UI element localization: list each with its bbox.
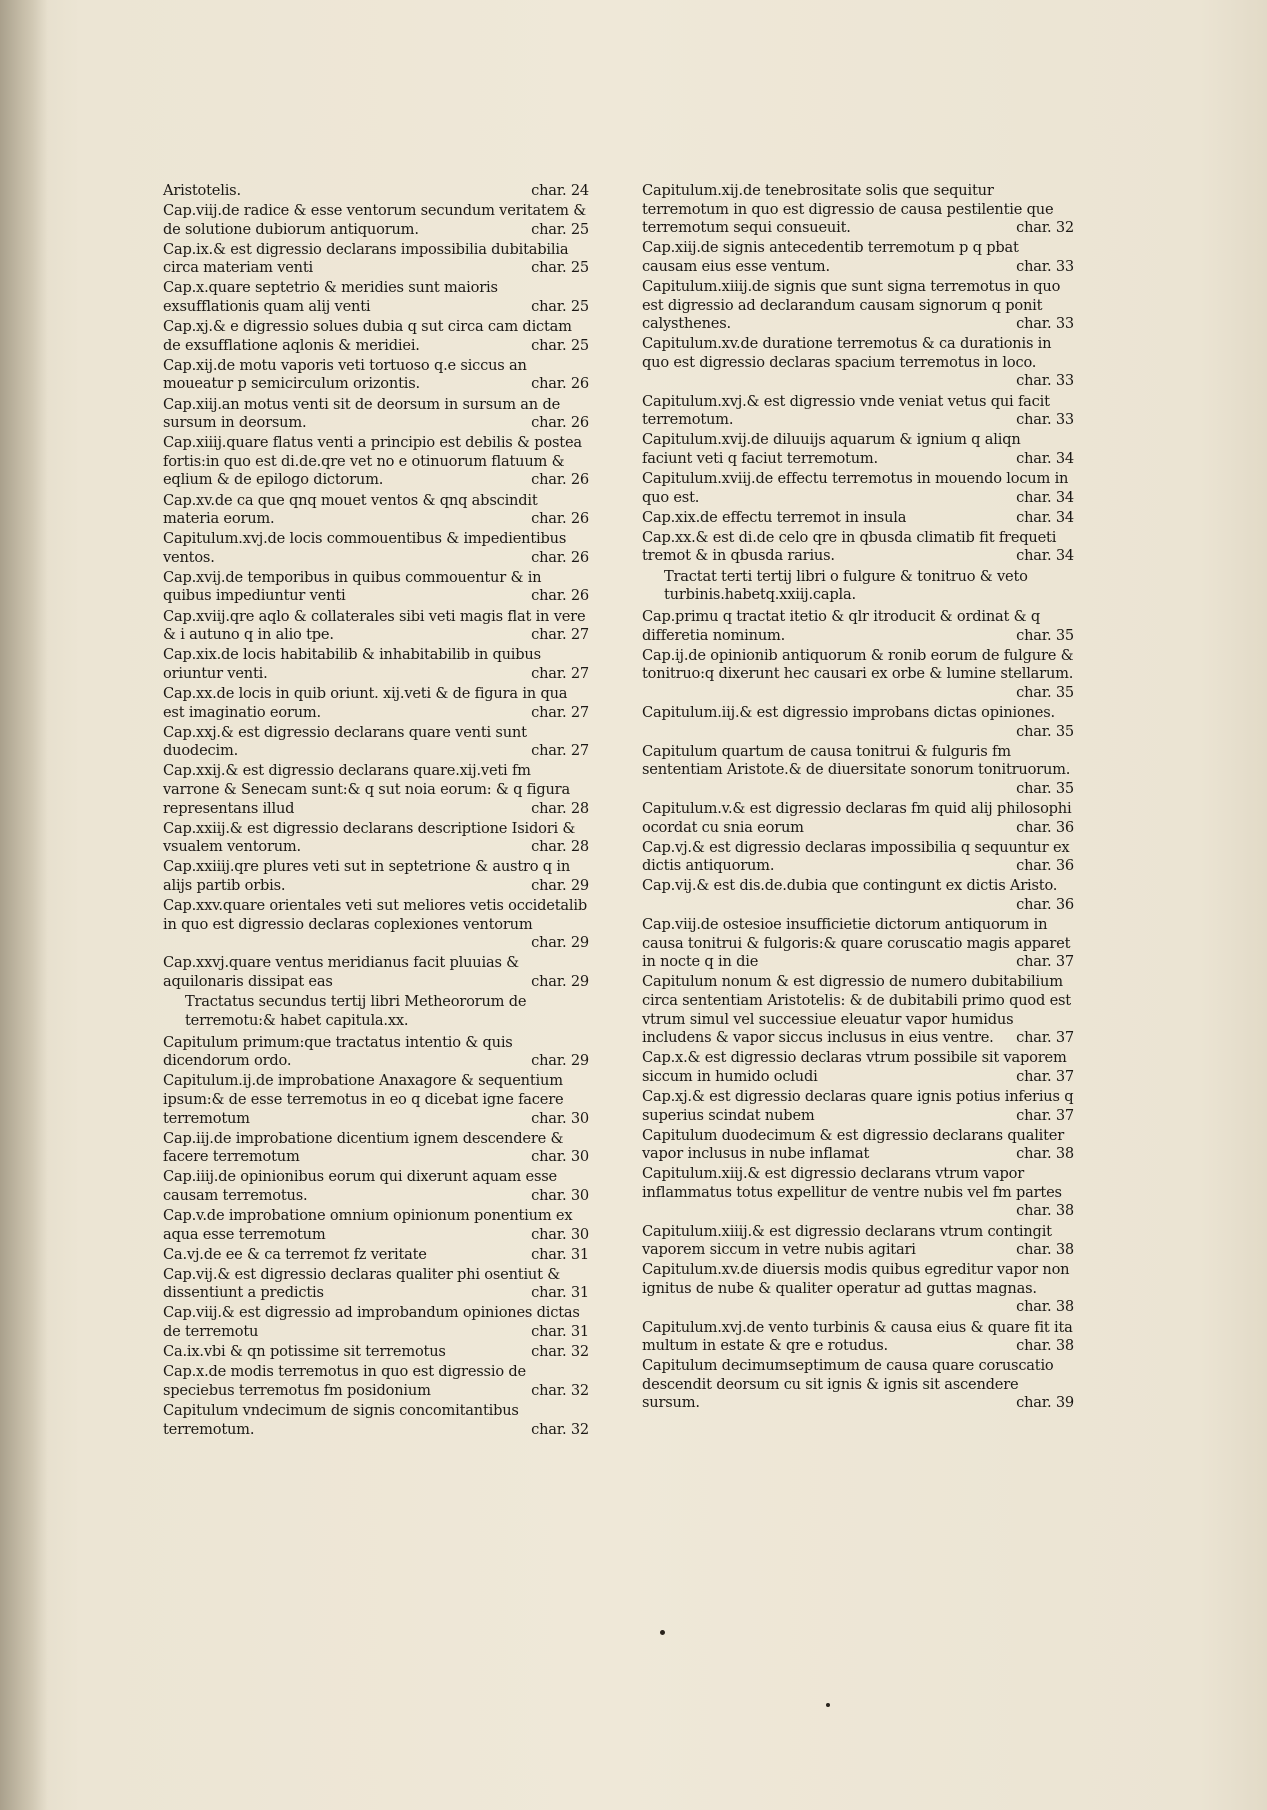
toc-entry-page-ref: char. 38 <box>1016 1145 1074 1163</box>
toc-entry-page-ref: char. 37 <box>1016 1067 1074 1085</box>
toc-entry-text: Cap.vij.& est digressio declaras qualiter phi osentiut & dissentiunt a predictis <box>163 1265 561 1302</box>
toc-entry-page-ref: char. 27 <box>531 626 589 644</box>
toc-entry-text: Capitulum.xiij.& est digressio declarans vtrum vapor inflammatus totus expellitur de ventre nubis vel fm partes <box>642 1165 1062 1201</box>
toc-entry-text: Cap.xvij.de temporibus in quibus commouentur & in quibus impediuntur venti <box>163 568 542 605</box>
toc-entry-text: Cap.vj.& est digressio declaras impossibilia q sequuntur ex dictis antiquorum. <box>642 838 1070 875</box>
toc-entry-text: Cap.v.de improbatione omnium opinionum ponentium ex aqua esse terremotum <box>163 1206 573 1243</box>
toc-entry <box>163 1034 589 1071</box>
toc-entry-page-ref: char. 32 <box>531 1420 589 1438</box>
toc-entry <box>642 973 1074 1047</box>
toc-entry-page-ref: char. 30 <box>531 1186 589 1204</box>
toc-entry-page-ref: char. 33 <box>1016 411 1074 429</box>
toc-entry-page-ref: char. 26 <box>531 548 589 566</box>
toc-entry-text: Capitulum decimumseptimum de causa quare coruscatio descendit deorsum cu sit ignis & ignis sit ascendere sursum. <box>642 1357 1054 1412</box>
toc-entry-page-ref: char. 31 <box>531 1284 589 1302</box>
toc-entry-text: Cap.xviij.qre aqlo & collaterales sibi veti magis flat in vere & i autuno q in alio tpe. <box>163 607 586 644</box>
toc-entry <box>163 954 589 991</box>
toc-entry-page-ref: char. 36 <box>1016 818 1074 836</box>
toc-entry <box>642 647 1074 703</box>
toc-entry-page-ref: char. 27 <box>531 703 589 721</box>
toc-entry <box>642 1223 1074 1260</box>
toc-entry <box>163 820 589 857</box>
toc-entry <box>163 279 589 316</box>
toc-entry <box>163 858 589 895</box>
toc-entry-page-ref: char. 38 <box>1016 1298 1074 1316</box>
toc-entry <box>163 1363 589 1400</box>
toc-entry-page-ref: char. 26 <box>531 510 589 528</box>
toc-entry-page-ref: char. 34 <box>1016 488 1074 506</box>
toc-entry <box>163 1168 589 1205</box>
toc-entry-page-ref: char. 33 <box>1016 372 1074 390</box>
toc-entry <box>163 530 589 567</box>
toc-entry <box>163 762 589 818</box>
toc-entry <box>642 1127 1074 1164</box>
toc-entry-text: Cap.xxj.& est digressio declarans quare venti sunt duodecim. <box>163 723 527 760</box>
toc-entry-page-ref: char. 30 <box>531 1148 589 1166</box>
toc-entry-page-ref: char. 29 <box>531 972 589 990</box>
toc-entry-text: Capitulum.xvj.de locis commouentibus & impedientibus ventos. <box>163 530 567 566</box>
toc-entry <box>163 434 589 490</box>
toc-entry <box>642 800 1074 837</box>
toc-entry-page-ref: char. 32 <box>1016 219 1074 237</box>
toc-entry <box>642 704 1074 741</box>
toc-entry-text: Cap.ij.de opinionib antiquorum & ronib eorum de fulgure & tonitruo:q dixerunt hec causari ex orbe & lumine stellarum. <box>642 646 1074 683</box>
toc-entry-text: Cap.viij.de ostesioe insufficietie dictorum antiquorum in causa tonitrui & fulgoris:& quare coruscatio magis apparet in nocte q in die <box>642 916 1071 971</box>
toc-entry <box>642 877 1074 914</box>
toc-entry-text: Cap.xv.de ca que qnq mouet ventos & qnq abscindit materia eorum. <box>163 491 538 528</box>
toc-entry-page-ref: char. 34 <box>1016 547 1074 565</box>
toc-entry <box>642 1088 1074 1125</box>
toc-entry-text: Capitulum.xiiij.de signis que sunt signa terremotus in quo est digressio ad declarandum causam signorum q ponit calysthenes. <box>642 277 1061 333</box>
ink-speck <box>660 1630 665 1635</box>
toc-entry-page-ref: char. 35 <box>1016 779 1074 797</box>
toc-entry <box>163 646 589 683</box>
toc-entry <box>642 743 1074 799</box>
toc-entry <box>642 1049 1074 1086</box>
toc-entry-text: Cap.xxiiij.qre plures veti sut in septetrione & austro q in alijs partib orbis. <box>163 858 571 894</box>
toc-entry <box>642 182 1074 238</box>
toc-entry-page-ref: char. 34 <box>1016 449 1074 467</box>
toc-entry-text: Capitulum nonum & est digressio de numero dubitabilium circa sententiam Aristotelis: & de dubitabili primo quod est vtrum simul vel successiue eleuatur vapor humidus includens & vapor siccus inclusus in eius ventre. <box>642 973 1071 1047</box>
toc-entry <box>163 569 589 606</box>
tractatus-heading: Tractatus secundus tertij libri Metheororum de terremotu:& habet capitula.xx. <box>185 993 527 1030</box>
toc-entry-text: Cap.xj.& e digressio solues dubia q sut circa cam dictam de exsufflatione aqlonis & meridiei. <box>163 318 572 354</box>
toc-entry-page-ref: char. 25 <box>531 220 589 238</box>
toc-entry-text: Cap.xx.& est di.de celo qre in qbusda climatib fit frequeti tremot & in qbusda rarius. <box>642 528 1057 565</box>
toc-entry-text: Capitulum.xvj.de vento turbinis & causa eius & quare fit ita multum in estate & qre e rotudus. <box>642 1318 1073 1355</box>
toc-entry-text: Cap.xij.de motu vaporis veti tortuoso q.e siccus an moueatur p semicirculum orizontis. <box>163 356 527 393</box>
ink-speck <box>826 1703 830 1707</box>
toc-entry-page-ref: char. 28 <box>531 838 589 856</box>
toc-entry-text: Cap.xix.de effectu terremot in insula <box>642 508 907 526</box>
toc-entry <box>163 1343 589 1362</box>
toc-entry <box>163 608 589 645</box>
toc-entry-page-ref: char. 25 <box>531 298 589 316</box>
toc-entry-page-ref: char. 31 <box>531 1245 589 1263</box>
toc-entry-text: Cap.iij.de improbatione dicentium ignem descendere & facere terremotum <box>163 1129 564 1166</box>
toc-entry-text: Cap.xxv.quare orientales veti sut meliores vetis occidetalib in quo est digressio declaras coplexiones ventorum <box>163 896 587 933</box>
toc-entry <box>642 1319 1074 1356</box>
toc-entry <box>642 393 1074 430</box>
tractatus-heading: Tractat terti tertij libri o fulgure & tonitruo & veto turbinis.habetq.xxiij.capla. <box>664 567 1028 604</box>
toc-entry <box>642 529 1074 566</box>
toc-entry-text: Capitulum.iij.& est digressio improbans dictas opiniones. <box>642 704 1055 722</box>
toc-entry-page-ref: char. 26 <box>531 414 589 432</box>
toc-entry-page-ref: char. 27 <box>531 742 589 760</box>
toc-entry-text: Capitulum quartum de causa tonitrui & fulguris fm sententiam Aristote.& de diuersitate sonorum tonitruorum. <box>642 742 1071 779</box>
toc-entry-page-ref: char. 38 <box>1016 1241 1074 1259</box>
toc-entry <box>642 916 1074 972</box>
toc-entry-page-ref: char. 30 <box>531 1225 589 1243</box>
toc-entry <box>642 239 1074 276</box>
toc-entry-text: Capitulum primum:que tractatus intentio & quis dicendorum ordo. <box>163 1033 513 1070</box>
toc-entry-text: Cap.viij.& est digressio ad improbandum opiniones dictas de terremotu <box>163 1304 580 1341</box>
toc-entry-page-ref: char. 32 <box>531 1381 589 1399</box>
toc-entry-text: Capitulum vndecimum de signis concomitantibus terremotum. <box>163 1401 519 1438</box>
toc-entry-page-ref: char. 27 <box>531 664 589 682</box>
toc-entry-text: Cap.iiij.de opinionibus eorum qui dixerunt aquam esse causam terremotus. <box>163 1168 557 1204</box>
toc-entry <box>642 608 1074 645</box>
toc-entry-page-ref: char. 29 <box>531 876 589 894</box>
toc-entry-text: Cap.xj.& est digressio declaras quare ignis potius inferius q superius scindat nubem <box>642 1087 1074 1124</box>
toc-entry-page-ref: char. 39 <box>1016 1394 1074 1412</box>
toc-entry <box>163 202 589 239</box>
toc-entry <box>642 431 1074 468</box>
toc-entry-page-ref: char. 25 <box>531 259 589 277</box>
toc-entry <box>163 1130 589 1167</box>
toc-entry-text: Capitulum.v.& est digressio declaras fm quid alij philosophi ocordat cu snia eorum <box>642 800 1072 836</box>
left-column <box>163 182 589 1441</box>
toc-entry-page-ref: char. 36 <box>1016 857 1074 875</box>
toc-entry-text: Capitulum.xviij.de effectu terremotus in mouendo locum in quo est. <box>642 469 1069 506</box>
toc-entry-page-ref: char. 38 <box>1016 1202 1074 1220</box>
toc-entry <box>163 1304 589 1341</box>
toc-entry-text: Cap.x.de modis terremotus in quo est digressio de speciebus terremotus fm posidonium <box>163 1363 526 1399</box>
toc-entry-text: Capitulum.xiiij.& est digressio declarans vtrum contingit vaporem siccum in vetre nubis agitari <box>642 1222 1052 1259</box>
toc-entry-page-ref: char. 25 <box>531 336 589 354</box>
toc-entry-page-ref: char. 33 <box>1016 257 1074 275</box>
toc-entry <box>642 335 1074 391</box>
toc-entry-text: Cap.xiiij.quare flatus venti a principio est debilis & postea fortis:in quo est di.de.qre vet no e otinuorum flatuum & eqlium & de epilogo dictorum. <box>163 434 582 489</box>
toc-entry <box>642 278 1074 334</box>
toc-entry <box>163 318 589 355</box>
toc-entry <box>163 1072 589 1128</box>
toc-entry-page-ref: char. 35 <box>1016 683 1074 701</box>
toc-entry <box>163 182 589 201</box>
toc-entry-text: Capitulum.xvij.de diluuijs aquarum & ignium q aliqn faciunt veti q faciut terremotum. <box>642 431 1021 467</box>
toc-entry-text: Cap.viij.de radice & esse ventorum secundum veritatem & de solutione dubiorum antiquorum. <box>163 202 587 238</box>
toc-entry <box>163 685 589 722</box>
toc-entry-page-ref: char. 24 <box>531 182 589 199</box>
toc-entry-page-ref: char. 33 <box>1016 315 1074 333</box>
toc-entry-text: Cap.xiij.de signis antecedentib terremotum p q pbat causam eius esse ventum. <box>642 239 1019 275</box>
toc-entry <box>163 357 589 394</box>
toc-entry-page-ref: char. 29 <box>531 934 589 952</box>
toc-entry-text: Capitulum.xij.de tenebrositate solis que sequitur terremotum in quo est digressio de causa pestilentie que terremotum sequi consueuit. <box>642 182 1054 237</box>
toc-entry <box>163 1402 589 1439</box>
toc-entry-page-ref: char. 37 <box>1016 1106 1074 1124</box>
toc-entry <box>163 1246 589 1265</box>
toc-entry-page-ref: char. 30 <box>531 1109 589 1127</box>
toc-entry <box>163 1207 589 1244</box>
toc-entry-text: Cap.xx.de locis in quib oriunt. xij.veti & de figura in qua est imaginatio eorum. <box>163 684 568 721</box>
toc-entry-page-ref: char. 26 <box>531 375 589 393</box>
toc-entry-page-ref: char. 37 <box>1016 953 1074 971</box>
toc-entry-page-ref: char. 31 <box>531 1323 589 1341</box>
toc-entry <box>642 1261 1074 1317</box>
toc-entry-text: Capitulum.xv.de diuersis modis quibus egreditur vapor non ignitus de nube & qualiter operatur ad guttas magnas. <box>642 1261 1070 1297</box>
toc-entry <box>163 492 589 529</box>
toc-entry-text: Cap.xxvj.quare ventus meridianus facit pluuias & aquilonaris dissipat eas <box>163 954 519 990</box>
toc-entry <box>642 509 1074 528</box>
toc-entry-page-ref: char. 36 <box>1016 895 1074 913</box>
toc-entry-text: Ca.ix.vbi & qn potissime sit terremotus <box>163 1343 446 1361</box>
toc-entry <box>642 470 1074 507</box>
toc-entry-page-ref: char. 37 <box>1016 1029 1074 1047</box>
toc-entry-page-ref: char. 35 <box>1016 722 1074 740</box>
toc-entry-text: Cap.vij.& est dis.de.dubia que contingunt ex dictis Aristo. <box>642 877 1058 895</box>
toc-entry-page-ref: char. 28 <box>531 799 589 817</box>
toc-entry <box>163 396 589 433</box>
toc-entry-page-ref: char. 34 <box>1016 508 1074 526</box>
toc-entry-text: Cap.xxij.& est digressio declarans quare.xij.veti fm varrone & Senecam sunt:& q sut noia eorum: & q figura representans illud <box>163 762 570 817</box>
toc-entry-page-ref: char. 32 <box>531 1343 589 1361</box>
toc-entry-text: Cap.xix.de locis habitabilib & inhabitabilib in quibus oriuntur venti. <box>163 646 541 682</box>
toc-entry-page-ref: char. 38 <box>1016 1337 1074 1355</box>
toc-entry <box>642 1165 1074 1221</box>
toc-entry-text: Capitulum.xv.de duratione terremotus & ca durationis in quo est digressio declaras spacium terremotus in loco. <box>642 335 1052 371</box>
binding-gutter <box>0 0 48 1810</box>
toc-entry-text: Capitulum.ij.de improbatione Anaxagore & sequentium ipsum:& de esse terremotus in eo q dicebat igne facere terremotum <box>163 1072 564 1127</box>
toc-entry-text: Capitulum.xvj.& est digressio vnde veniat vetus qui facit terremotum. <box>642 392 1050 429</box>
toc-entry <box>163 241 589 278</box>
toc-entry-text: Ca.vj.de ee & ca terremot fz veritate <box>163 1245 427 1263</box>
toc-entry-text: Cap.ix.& est digressio declarans impossibilia dubitabilia circa materiam venti <box>163 240 569 277</box>
toc-entry-page-ref: char. 26 <box>531 471 589 489</box>
toc-entry-text: Cap.x.quare septetrio & meridies sunt maioris exsufflationis quam alij venti <box>163 279 498 316</box>
toc-entry-page-ref: char. 29 <box>531 1052 589 1070</box>
toc-entry-text: Cap.xiij.an motus venti sit de deorsum in sursum an de sursum in deorsum. <box>163 395 561 432</box>
toc-entry <box>642 1357 1074 1413</box>
toc-entry-text: Cap.primu q tractat itetio & qlr itroducit & ordinat & q differetia nominum. <box>642 608 1041 644</box>
right-column <box>642 182 1074 1415</box>
toc-entry <box>642 839 1074 876</box>
toc-entry-page-ref: char. 26 <box>531 587 589 605</box>
toc-entry-text: Cap.x.& est digressio declaras vtrum possibile sit vaporem siccum in humido ocludi <box>642 1049 1067 1085</box>
toc-entry <box>163 1266 589 1303</box>
toc-entry <box>163 724 589 761</box>
toc-entry-text: Cap.xxiij.& est digressio declarans descriptione Isidori & vsualem ventorum. <box>163 819 576 856</box>
toc-entry <box>163 897 589 953</box>
toc-entry-text: Aristotelis. <box>163 182 241 199</box>
toc-entry-page-ref: char. 35 <box>1016 626 1074 644</box>
toc-entry-text: Capitulum duodecimum & est digressio declarans qualiter vapor inclusus in nube inflamat <box>642 1126 1065 1163</box>
